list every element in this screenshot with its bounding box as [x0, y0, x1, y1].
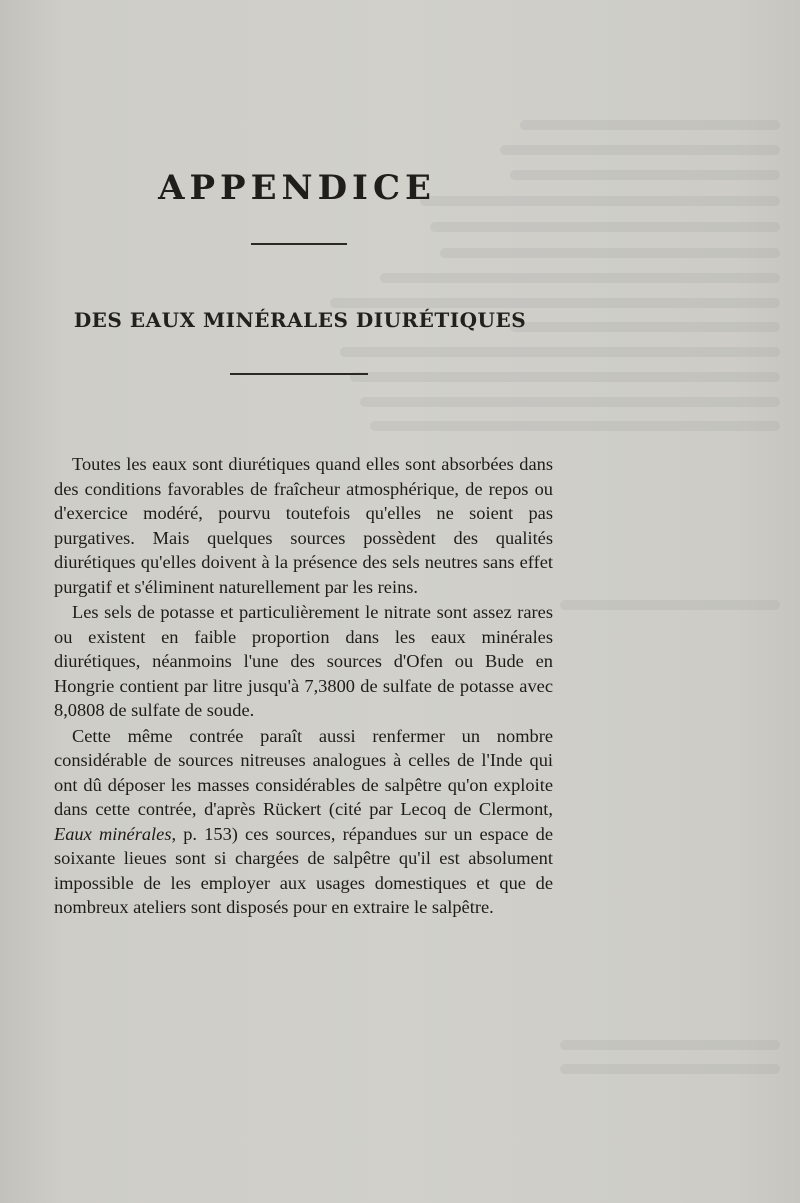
paragraph-3-text-a: Cette même contrée paraît aussi renfermer un nombre considérable de sources nitreuses analogues à celles de l'Inde qui ont dû déposer les masses considérables de salpêtre qu'on exploite dans cette contrée, d'après Rückert (cité par Lecoq de Clermont, [54, 725, 553, 819]
subtitle-divider [230, 373, 368, 375]
book-title-italic: Eaux minérales [54, 823, 172, 844]
paragraph-1: Toutes les eaux sont diurétiques quand elles sont absorbées dans des conditions favorables de fraîcheur atmosphérique, de repos ou d'exercice modéré, pourvu toutefois qu'elles ne soient pas purgatives. Mais quelques sources possèdent des qualités diurétiques qu'elles doivent à la présence des sels neutres sans effet purgatif et s'éliminent naturellement par les reins. [54, 454, 553, 597]
body-text [54, 452, 553, 921]
section-subtitle: DES EAUX MINÉRALES DIURÉTIQUES [73, 308, 527, 332]
page-title: APPENDICE [158, 168, 436, 208]
paragraph-2: Les sels de potasse et particulièrement le nitrate sont assez rares ou existent en faible proportion dans les eaux minérales diurétiques, néanmoins l'une des sources d'Ofen ou Bude en Hongrie contient par litre jusqu'à 7,3800 de sulfate de potasse avec 8,0808 de sulfate de soude. [54, 602, 553, 720]
paragraph-3 [54, 724, 553, 920]
title-divider [251, 243, 347, 245]
paragraph-3-text-b: , p. 153) ces sources, répandues sur un espace de soixante lieues sont si chargées de salpêtre qu'il est absolument impossible de les employer aux usages domestiques et que de nombreux ateliers sont disposés pour en extraire le salpêtre. [54, 823, 553, 917]
